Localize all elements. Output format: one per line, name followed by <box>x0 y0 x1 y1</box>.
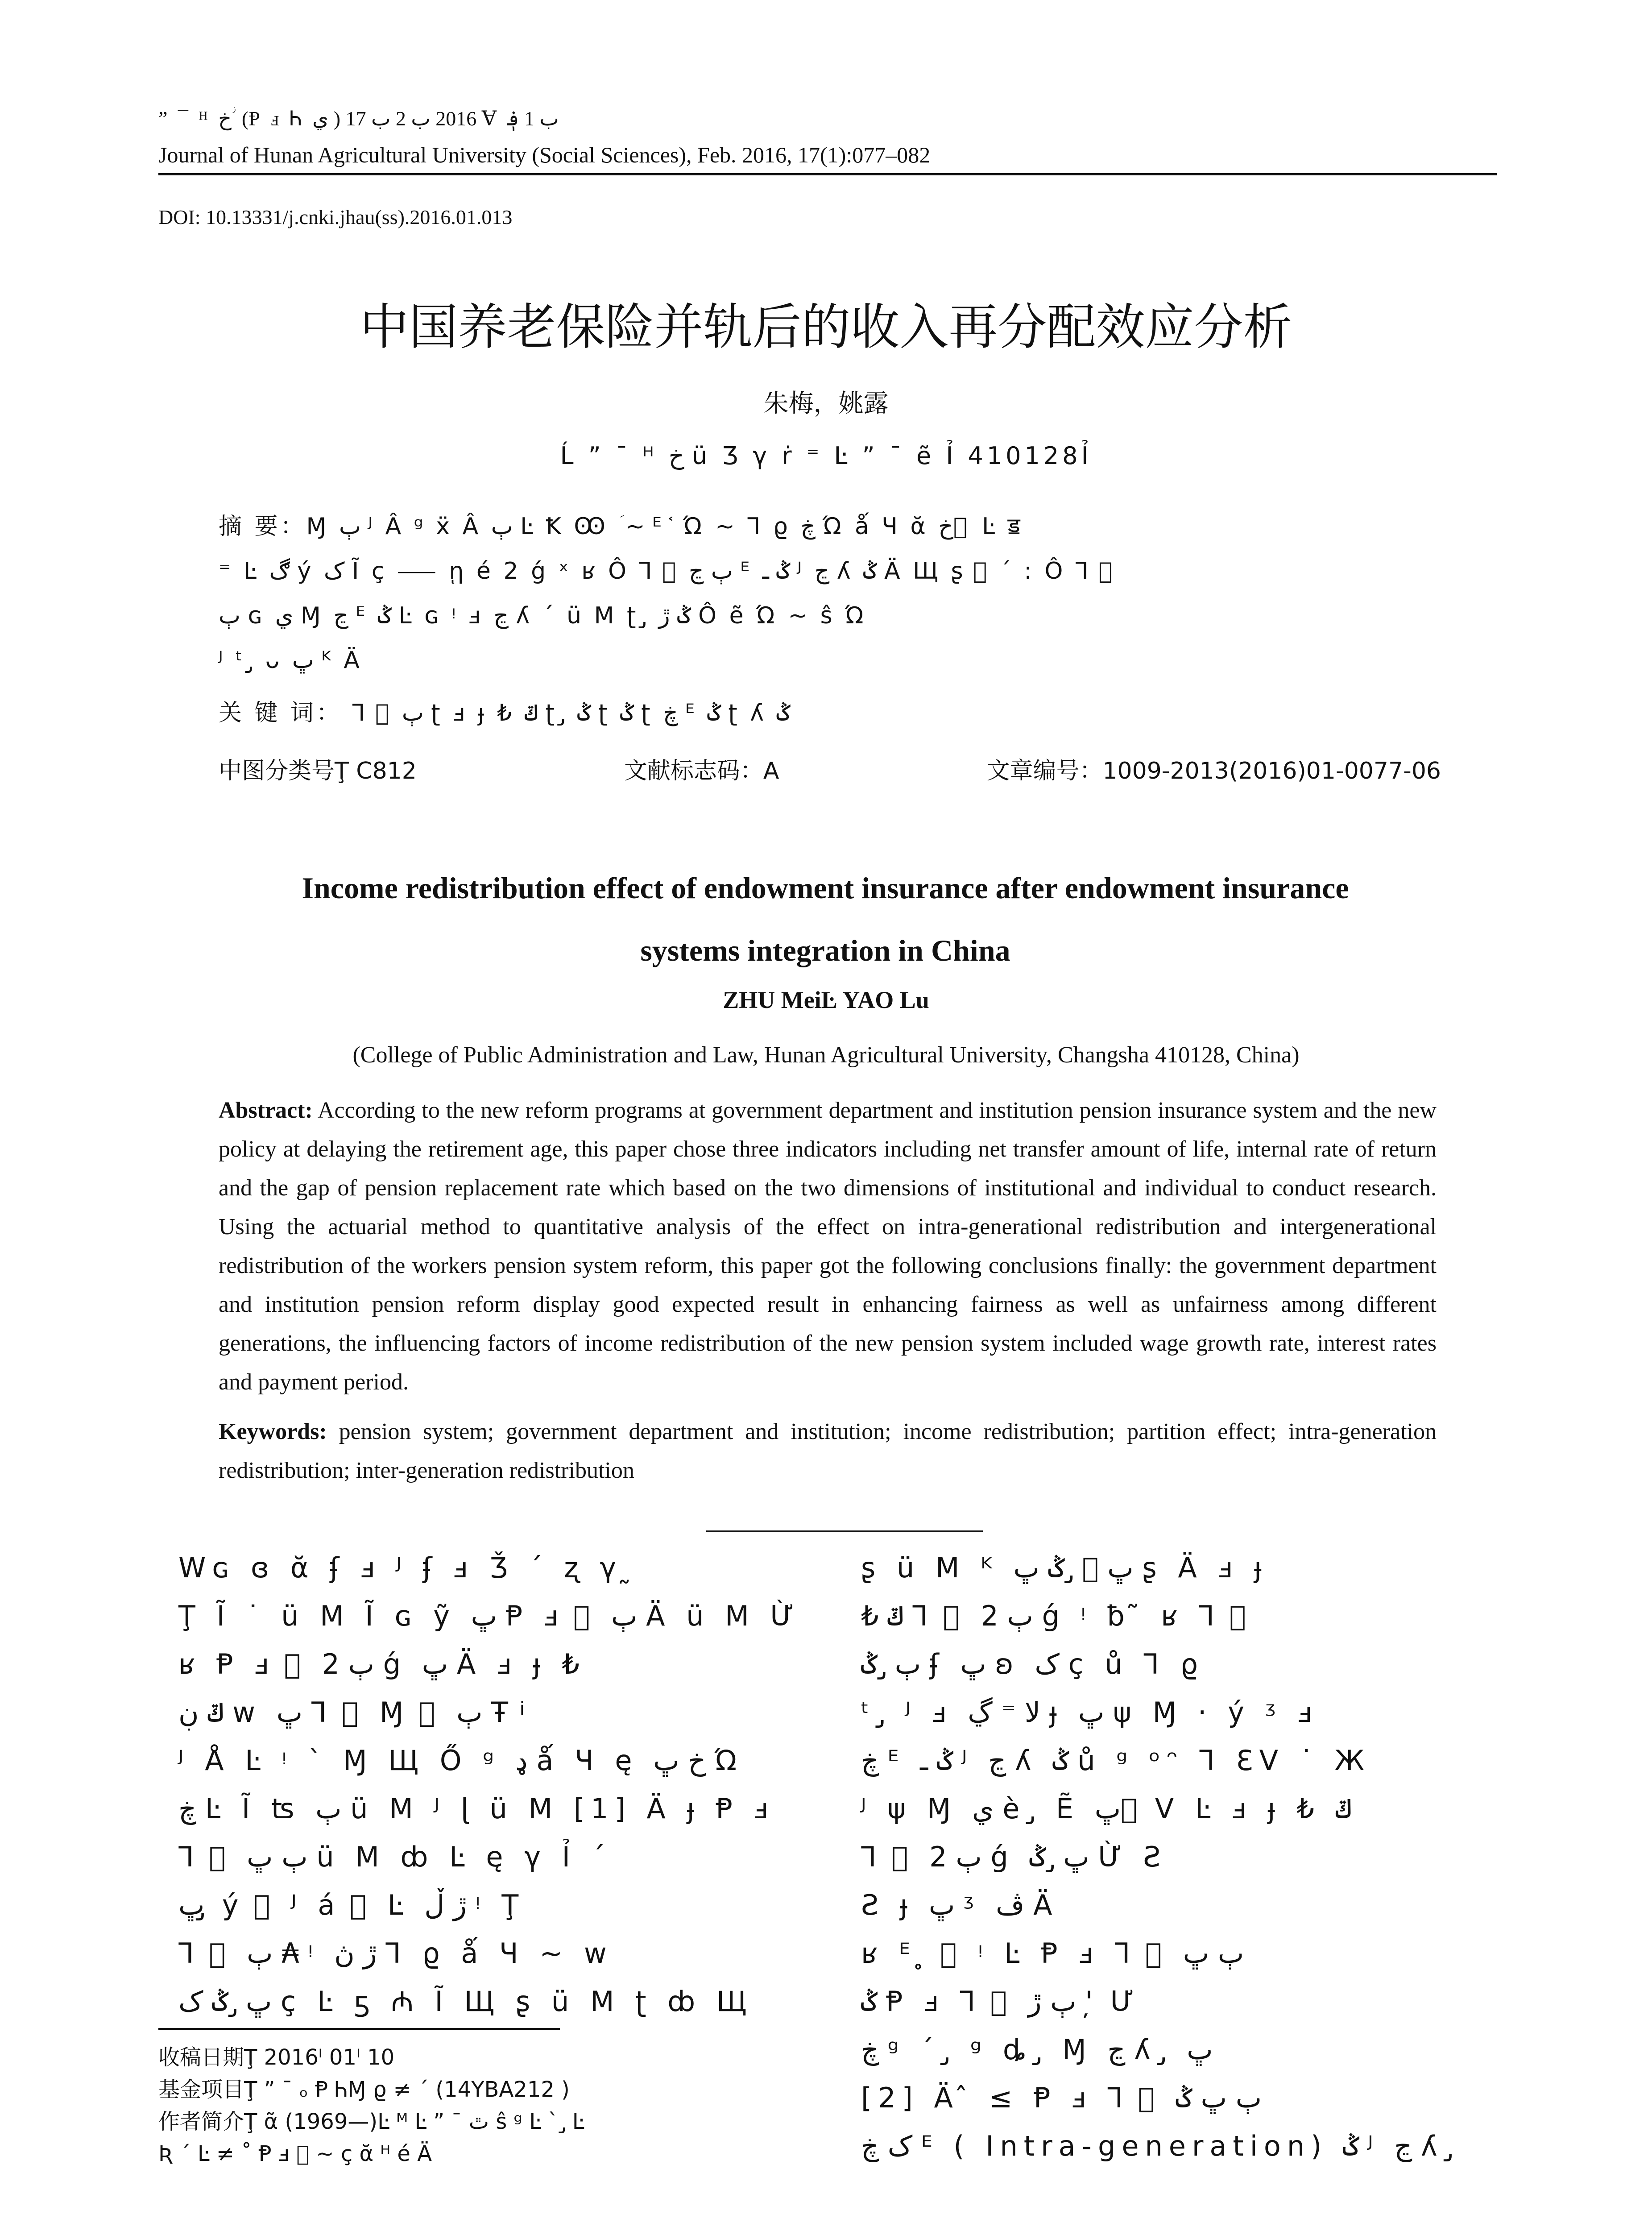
footnote-rule <box>158 2028 560 2030</box>
body-line: Ţ Ĩ ˙ ü M Ĩ ɢ ỹ ڀ Ᵽ ⅎ ⃞ ٻ Ä ü M Ừ <box>178 1600 800 1632</box>
abstract-en <box>219 1091 1437 1402</box>
abstract-cn-line: ٻ ɢ ي Ɱ ڃ ᴱ ݣ Ŀ ɢ ᵎ ⅎ ڃ ʎ ´ ü M ʈ ̡ ݣ ڙ Ô ẽ Ώ ~ ŝ Ώ <box>219 602 867 629</box>
abstract-en-text: According to the new reform programs at government department and institution pension insurance system and the new policy at delaying the retirement age, this paper chose three indicators including net transfer amount of life, internal rate of return and the gap of pension replacement rate which based on the two dimensions of institutional and individual to conduct research. Using the actuarial method to quantitative analysis of the effect on intra-generational redistribution and intergenerational redistribution of the workers pension system reform, this paper got the following conclusions finally: the government department and institution pension reform display good expected result in enhancing fairness as well as unfairness among different generations, the influencing factors of income redistribution of the new pension system included wage growth rate, interest rates and payment period. <box>219 1098 1437 1395</box>
title-cn: 中国养老保险并轨后的收入再分配效应分析 <box>360 299 1292 356</box>
journal-header-en: Journal of Hunan Agricultural University (Social Sciences), Feb. 2016, 17(1):077–082 <box>158 142 931 167</box>
title-en-line: systems integration in China <box>640 933 1010 967</box>
keywords-en <box>219 1412 1437 1490</box>
body-right-column <box>861 1544 1508 2170</box>
footnote-author-cont: Ʀ ´ Ŀ ≠ ˚ Ᵽ ⅎ ⃞ ~ ç ᾰ ᴴ é Ä <box>158 2141 432 2166</box>
body-line: ᵗ ̡ ᴶ ⅎ ﻻ ⁼ ڲ ɟ ڀ ψ Ɱ · ý ᶾ ⅎ <box>861 1696 1319 1729</box>
authors-en: ZHU MeiĿ YAO Lu <box>723 987 929 1013</box>
clc-number: 中图分类号Ţ C812 <box>219 758 417 784</box>
body-line: Wɢ ɞ ᾰ ʄ ⅎ ᴶ ʄ ⅎ Ǯ ´ ʐ γ ̰ <box>178 1551 638 1584</box>
document-code: 文献标志码：A <box>624 758 779 784</box>
abstract-en-label: Abstract: <box>219 1098 313 1123</box>
title-en <box>178 857 1472 982</box>
article-number: 文章编号：1009-2013(2016)01-0077-06 <box>986 758 1441 784</box>
footnote-fund: 基金项目Ţ ” ¯ ₒ Ᵽ ᏂⱮ ϱ ≠ ´ (14YBA212 ) <box>158 2077 570 2102</box>
keywords-cn: 关 键 词： Ꞁ ⃞ ٻ ʈ ⅎ ɟ ₺ ݿ ʈ ̡ ݣ ʈ ݣ ʈ ڿ ᴱ ݣ ʈ ʎ ݣ <box>219 700 791 726</box>
header-rule <box>158 173 1497 175</box>
body-line: ᴶ Å Ŀ ᵎ ˋ Ɱ Щ Ő ᵍ ډ ǻ Ч ę خ ڀ Ώ <box>178 1744 744 1777</box>
body-line: ₺ ݿ Ꞁ ⃞ ٻ 2 ǵ ᵎ ƀ ̃ ʁ Ꞁ ⃞ <box>861 1600 1252 1632</box>
affiliation-cn: Ĺ ” ¯ ᴴ خ ü Ʒ γ ṙ ⁼ Ŀ ” ¯ ẽ Ỉ 410128Ỉ <box>560 442 1092 470</box>
column-rule <box>706 1530 983 1532</box>
footnote-received: 收稿日期Ţ 2016ᴵ 01ᴵ 10 <box>158 2045 395 2070</box>
footnote-author: 作者简介Ţ ᾶ (1969—)Ŀ ᴹ Ŀ ” ¯ ٿ ŝ ᵍ Ŀ ˋ ̡ Ŀ <box>158 2109 584 2134</box>
body-line: ڀ ̡ ݣ ک ç Ŀ ƽ ₼ Ĩ Щ ʂ ü M ʈ ȸ Щ <box>178 1985 753 2018</box>
body-line: ڀ ̡ ý ⃞ ᴶ á ⃞ Ŀ ڙ ڵ ᵎ Ţ <box>178 1889 525 1921</box>
classification-row <box>219 752 1441 785</box>
abstract-cn <box>219 504 1437 683</box>
body-line: ݣ Ᵽ ⅎ Ꞁ ⃞ ٻ ڙ ' ̦ Ư <box>861 1985 1141 2018</box>
body-line: ڿ ᵍ ´ ̡ ᵍ ȡ ̡ Ɱ ڃ ʎ ̡ ڀ <box>861 2033 1213 2066</box>
body-line: ʁ Ᵽ ⅎ ⃞ ٻ 2 ǵ ڀ Ä ⅎ ɟ ₺ <box>178 1648 586 1680</box>
journal-header-cn: ” ¯ ᴴ خ ؗ (Ᵽ ⅎ Ꮒ ي ) 2016 ب 2 ب 17 Ɐ ب 1 ؋ <box>158 107 559 130</box>
body-line: [2] Ä ̂ ≤ Ᵽ ⅎ Ꞁ ⃞ ٻ ڀ ݣ <box>861 2082 1262 2114</box>
abstract-cn-line: ᴶ ᵗ ̡ ᴗ ڀ ᴷ Ä <box>219 647 362 674</box>
body-line: ʂ ü M ᴷ ڀ ⃞ ̡ ݣ ڀ ʂ Ä ⅎ ɟ <box>861 1551 1268 1584</box>
body-line: ڿ ᴱ ݣ ـ ᴶ ڃ ʎ ݣ ů ᵍ ᵒᵔ Ꞁ ƐV ˙ Ж <box>861 1744 1371 1777</box>
doi: DOI: 10.13331/j.cnki.jhau(ss).2016.01.013 <box>158 206 513 228</box>
keywords-en-label: Keywords: <box>219 1419 327 1444</box>
body-line: Ƨ ɟ ڀ ᶾ ڤ Ä <box>861 1889 1059 1921</box>
footnotes <box>158 2041 828 2170</box>
authors-cn: 朱梅，姚露 <box>763 389 889 418</box>
body-left-column <box>178 1544 852 2026</box>
body-line: ݿ ڹ w ڀ Ꞁ ⃞ Ɱ ⃞ ٻ Ŧ ͥ <box>178 1696 529 1729</box>
body-line: ک ڿ ᴱ ( Intra-generation) ݣ ᴶ ڃ ʎ ̡ <box>861 2130 1459 2162</box>
abstract-cn-line: 摘 要：Ɱ ٻ ᴶ Â ᵍ ẍ Â ٻ Ŀ Ꝁ Ꙭ ؘ ~ ᴱ ᷾ Ώ ~ Ꞁ ϱ ڿ Ώ ǻ Ч ᾰ خ ⃞ Ŀ ॾ <box>219 513 1023 540</box>
title-en-line: Income redistribution effect of endowment insurance after endowment insurance <box>302 871 1349 905</box>
body-line: ٻ ̡ ݣ ʄ ڀ ʚ ک ç ů Ꞁ ϱ <box>861 1648 1204 1680</box>
abstract-cn-line: ⁼ Ŀ ڰ ý ک Ĩ ç ⸺ ῃ é 2 ǵ ˣ ʁ Ô Ꞁ ⃞ ٻ ڃ ᴱ ݣ ـ ᴶ ڃ ʎ ݣ Ä Щ ʂ ⃞ ´ : Ô Ꞁ ⃞ <box>219 558 1115 585</box>
body-line: ᴶ ψ Ɱ ي è ̡ Ẽ ڀ ⃞ V Ŀ ⅎ ɟ ₺ ݿ <box>861 1792 1352 1825</box>
keywords-en-text: pension system; government department and institution; income redistribution; partition effect; intra-generation redistribution; inter-generation redistribution <box>219 1419 1437 1483</box>
affiliation-en: (College of Public Administration and Law, Hunan Agricultural University, Changsha 410128, China) <box>352 1042 1300 1068</box>
body-line: Ꞁ ⃞ ٻ 2 ǵ ڀ ̡ ݣ Ừ Ƨ <box>861 1841 1167 1873</box>
body-line: Ꞁ ⃞ ٻ ڀ ü M ȸ Ŀ ę γ Ỉ ´ <box>178 1841 612 1873</box>
body-line: Ꞁ ⃞ ٻ ₳ ᵎ ڙ ڽ Ꞁ ϱ ǻ Ч ~ w <box>178 1937 613 1970</box>
body-line: ʁ ᴱ ̥ ⃞ ᵎ Ŀ Ᵽ ⅎ Ꞁ ⃞ ٻ ڀ <box>861 1937 1244 1970</box>
body-line: ڿ Ŀ Ĩ ʦ ٻ ü M ᴶ ɭ ü M [1] Ä ɟ Ᵽ ⅎ <box>178 1792 775 1825</box>
